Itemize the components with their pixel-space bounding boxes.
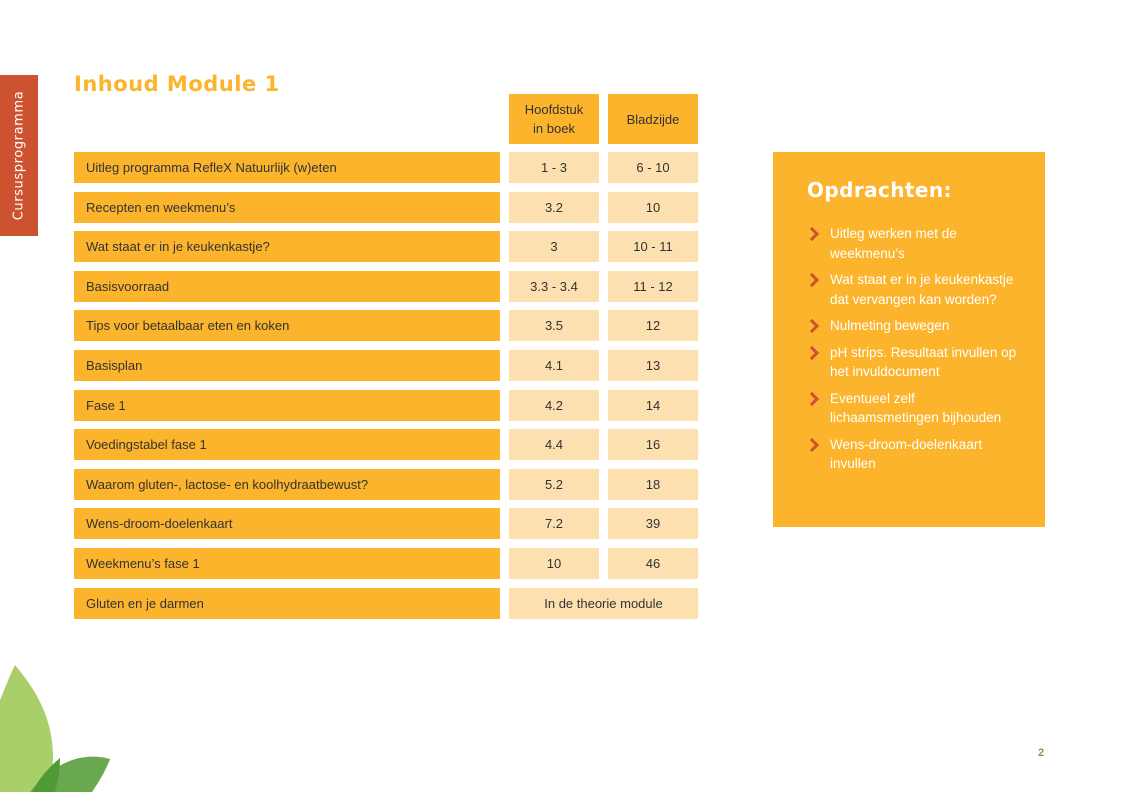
contents-table bbox=[74, 152, 698, 627]
page-title: Inhoud Module 1 bbox=[74, 72, 280, 96]
table-row bbox=[74, 231, 698, 262]
list-item bbox=[807, 435, 1017, 474]
table-row bbox=[74, 152, 698, 183]
list-item-text: Wat staat er in je keukenkastje dat vervangen kan worden? bbox=[830, 272, 1014, 307]
list-item bbox=[807, 316, 1017, 336]
list-item-text: Wens-droom-doelenkaart invullen bbox=[830, 436, 983, 471]
row-chapter: 3.3 - 3.4 bbox=[509, 271, 599, 302]
row-label: Weekmenu’s fase 1 bbox=[74, 548, 500, 579]
row-chapter: 4.1 bbox=[509, 350, 599, 381]
list-item bbox=[807, 270, 1017, 309]
row-chapter: 3.2 bbox=[509, 192, 599, 223]
row-chapter: 5.2 bbox=[509, 469, 599, 500]
chevron-right-icon bbox=[805, 345, 819, 359]
table-row bbox=[74, 469, 698, 500]
row-chapter: 3 bbox=[509, 231, 599, 262]
chevron-right-icon bbox=[805, 391, 819, 405]
table-row bbox=[74, 310, 698, 341]
chevron-right-icon bbox=[805, 227, 819, 241]
row-chapter: 3.5 bbox=[509, 310, 599, 341]
row-page: 13 bbox=[608, 350, 698, 381]
row-page: 16 bbox=[608, 429, 698, 460]
row-label: Uitleg programma RefleX Natuurlijk (w)eten bbox=[74, 152, 500, 183]
list-item-text: Nulmeting bewegen bbox=[830, 318, 950, 333]
row-label: Fase 1 bbox=[74, 390, 500, 421]
assignments-panel bbox=[773, 152, 1045, 527]
header-chapter bbox=[509, 94, 599, 144]
list-item-text: Eventueel zelf lichaamsmetingen bijhouden bbox=[830, 390, 1002, 425]
chevron-right-icon bbox=[805, 273, 819, 287]
table-row bbox=[74, 588, 698, 619]
row-chapter: 7.2 bbox=[509, 508, 599, 539]
row-label: Voedingstabel fase 1 bbox=[74, 429, 500, 460]
table-row bbox=[74, 548, 698, 579]
row-label: Wens-droom-doelenkaart bbox=[74, 508, 500, 539]
table-row bbox=[74, 429, 698, 460]
row-chapter: 4.2 bbox=[509, 390, 599, 421]
row-page: 10 - 11 bbox=[608, 231, 698, 262]
row-chapter: 4.4 bbox=[509, 429, 599, 460]
row-page: 14 bbox=[608, 390, 698, 421]
row-label: Wat staat er in je keukenkastje? bbox=[74, 231, 500, 262]
header-page bbox=[608, 94, 698, 144]
chevron-right-icon bbox=[805, 319, 819, 333]
assignments-list bbox=[807, 224, 1017, 474]
leaves-icon bbox=[0, 660, 115, 792]
row-label: Basisvoorraad bbox=[74, 271, 500, 302]
row-page: 12 bbox=[608, 310, 698, 341]
list-item bbox=[807, 389, 1017, 428]
row-page: 46 bbox=[608, 548, 698, 579]
row-label: Waarom gluten-, lactose- en koolhydraatbewust? bbox=[74, 469, 500, 500]
table-row bbox=[74, 192, 698, 223]
row-page: 39 bbox=[608, 508, 698, 539]
row-label: Gluten en je darmen bbox=[74, 588, 500, 619]
table-row bbox=[74, 508, 698, 539]
panel-title: Opdrachten: bbox=[807, 178, 952, 202]
row-page: 11 - 12 bbox=[608, 271, 698, 302]
list-item-text: pH strips. Resultaat invullen op het invuldocument bbox=[830, 344, 1017, 379]
row-page: 10 bbox=[608, 192, 698, 223]
page-number: 2 bbox=[1038, 747, 1045, 759]
row-page: 18 bbox=[608, 469, 698, 500]
row-chapter: 10 bbox=[509, 548, 599, 579]
table-row bbox=[74, 350, 698, 381]
row-merged-cell: In de theorie module bbox=[509, 588, 698, 619]
side-tab-label: Cursusprogramma bbox=[11, 90, 27, 221]
side-tab bbox=[0, 75, 38, 236]
chevron-right-icon bbox=[805, 437, 819, 451]
row-label: Recepten en weekmenu’s bbox=[74, 192, 500, 223]
row-chapter: 1 - 3 bbox=[509, 152, 599, 183]
table-row bbox=[74, 271, 698, 302]
row-label: Basisplan bbox=[74, 350, 500, 381]
list-item bbox=[807, 343, 1017, 382]
row-page: 6 - 10 bbox=[608, 152, 698, 183]
table-row bbox=[74, 390, 698, 421]
header-chapter-label: Hoofdstuk in boek bbox=[524, 102, 584, 136]
row-label: Tips voor betaalbaar eten en koken bbox=[74, 310, 500, 341]
list-item bbox=[807, 224, 1017, 263]
header-page-label: Bladzijde bbox=[626, 111, 680, 127]
list-item-text: Uitleg werken met de weekmenu’s bbox=[830, 226, 957, 261]
